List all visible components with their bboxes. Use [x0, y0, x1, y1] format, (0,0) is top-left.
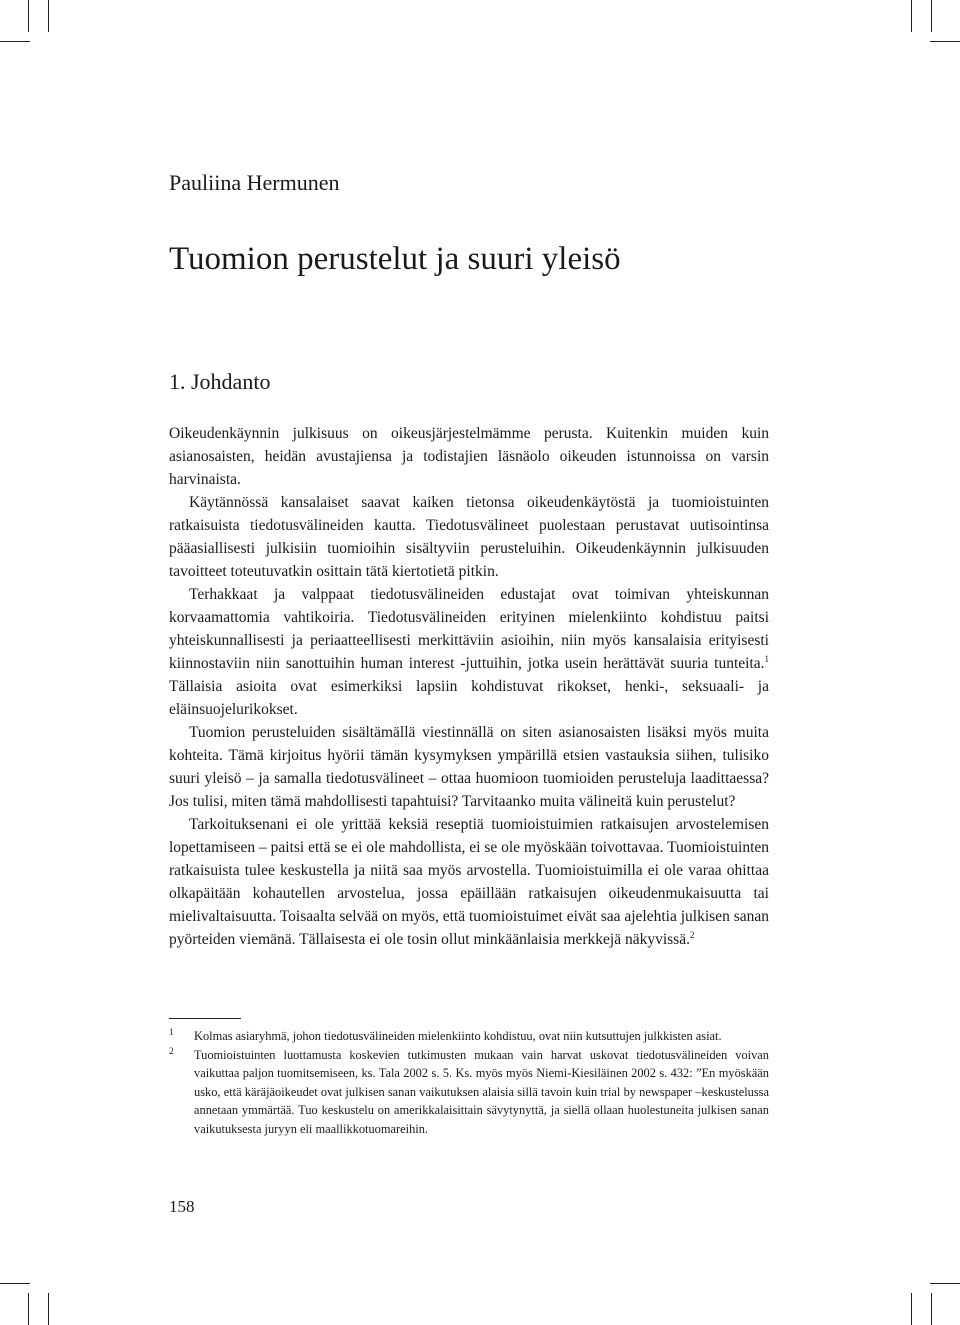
footnote-ref[interactable]: 1 [764, 654, 769, 664]
crop-mark [28, 0, 29, 32]
crop-mark [930, 1283, 960, 1284]
crop-mark [931, 1293, 932, 1325]
crop-mark [930, 41, 960, 42]
crop-mark [48, 1293, 49, 1325]
paragraph: Käytännössä kansalaiset saavat kaiken tietonsa oikeudenkäytöstä ja tuomioistuinten ratkaisuista tiedotusvälineiden kautta. Tiedotusvälineet puolestaan perustavat uutisointinsa pääasiallisesti julkisiin tuomioihin sisältyviin perusteluihin. Oikeudenkäynnin julkisuuden tavoitteet toteutuvatkin osittain tätä kiertotietä pitkin. [169, 494, 769, 580]
crop-mark [0, 41, 30, 42]
section-heading: 1. Johdanto [169, 369, 271, 394]
crop-mark [931, 0, 932, 32]
footnote-divider [169, 1018, 241, 1019]
page-number: 158 [169, 1197, 195, 1216]
footnotes [169, 1027, 769, 1138]
crop-mark [48, 0, 49, 32]
footnote-number: 1 [169, 1028, 174, 1038]
paragraph: Tarkoituksenani ei ole yrittää keksiä reseptiä tuomioistuimien ratkaisujen arvostelemisen lopettamiseen – paitsi että se ei ole mahdollista, ei se ole myöskään toivottavaa. Tuomioistuinten ratkaisuista tulee keskustella ja niitä saa myös arvostella. Tuomioistuimilla ei ole varaa ohittaa olkapäitään kohautellen arvostelua, jossa epäillään ratkaisujen oikeudenmukaisuutta tai mielivaltaisuutta. Toisaalta selvää on myös, että tuomioistuimet eivät saa ajelehtia julkisen sanan pyörteiden viemänä. Tällaisesta ei ole tosin ollut minkäänlaisia merkkejä näkyvissä.$^2$ [169, 816, 769, 948]
paragraph: Oikeudenkäynnin julkisuus on oikeusjärjestelmämme perusta. Kuitenkin muiden kuin asianosaisten, heidän avustajiensa ja todistajien läsnäolo oikeuden istunnoissa on varsin harvinaista. [169, 425, 769, 488]
footnote-text: Tuomioistuinten luottamusta koskevien tutkimusten mukaan vain harvat uskovat tiedotusvälineiden voivan vaikuttaa paljon tuomitsemiseen, ks. Tala 2002 s. 5. Ks. myös myös Niemi-Kiesiläinen 2002 s. 432: ”En myöskään usko, että käräjäoikeudet ovat julkisen sanan vaikutuksen alaisia sillä tavoin kuin trial by newspaper –keskustelussa annetaan ymmärtää. Tuo keskustelu on amerikkalaisittain sävytynyttä, ja siellä ollaan huolestuneita julkisen sanan vaikutuksesta juryyn eli maallikkotuomareihin. [194, 1047, 769, 1136]
author-name: Pauliina Hermunen [169, 170, 340, 195]
body-text [169, 422, 769, 951]
crop-mark [28, 1293, 29, 1325]
paragraph: Tuomion perusteluiden sisältämällä viestinnällä on siten asianosaisten lisäksi myös muita kohteita. Tämä kirjoitus hyörii tämän kysymyksen ympärillä etsien vastauksia siihen, tulisiko suuri yleisö – ja samalla tiedotusvälineet – ottaa huomioon tuomioiden perusteluja laadittaessa? Jos tulisi, miten tämä mahdollisesti tapahtuisi? Tarvitaanko muita välineitä kuin perustelut? [169, 724, 769, 810]
article-title: Tuomion perustelut ja suuri yleisö [169, 241, 621, 277]
crop-mark [0, 1283, 30, 1284]
crop-mark [911, 0, 912, 32]
footnote-text: Kolmas asiaryhmä, johon tiedotusvälineiden mielenkiinto kohdistuu, ovat niin kutsuttujen julkkisten asiat. [194, 1029, 722, 1043]
footnote-ref[interactable]: 2 [689, 930, 695, 940]
footnote [169, 1046, 769, 1139]
footnote [169, 1027, 769, 1046]
crop-mark [911, 1293, 912, 1325]
paragraph: Terhakkaat ja valppaat tiedotusvälineiden edustajat ovat toimivan yhteiskunnan korvaamattomia vahtikoiria. Tiedotusvälineiden erityinen mielenkiinto kohdistuu paitsi yhteiskunnallisesti ja periaatteellisesti merkittäviin asioihin, niin myös kansalaisia erityisesti kiinnostaviin niin sanottuihin human interest -juttuihin, jotka usein herättävät suuria tunteita.$^1$ Tällaisia asioita ovat esimerkiksi lapsiin kohdistuvat rikokset, henki-, seksuaali- ja eläinsuojelurikokset. [169, 586, 769, 718]
footnote-number: 2 [169, 1046, 174, 1057]
